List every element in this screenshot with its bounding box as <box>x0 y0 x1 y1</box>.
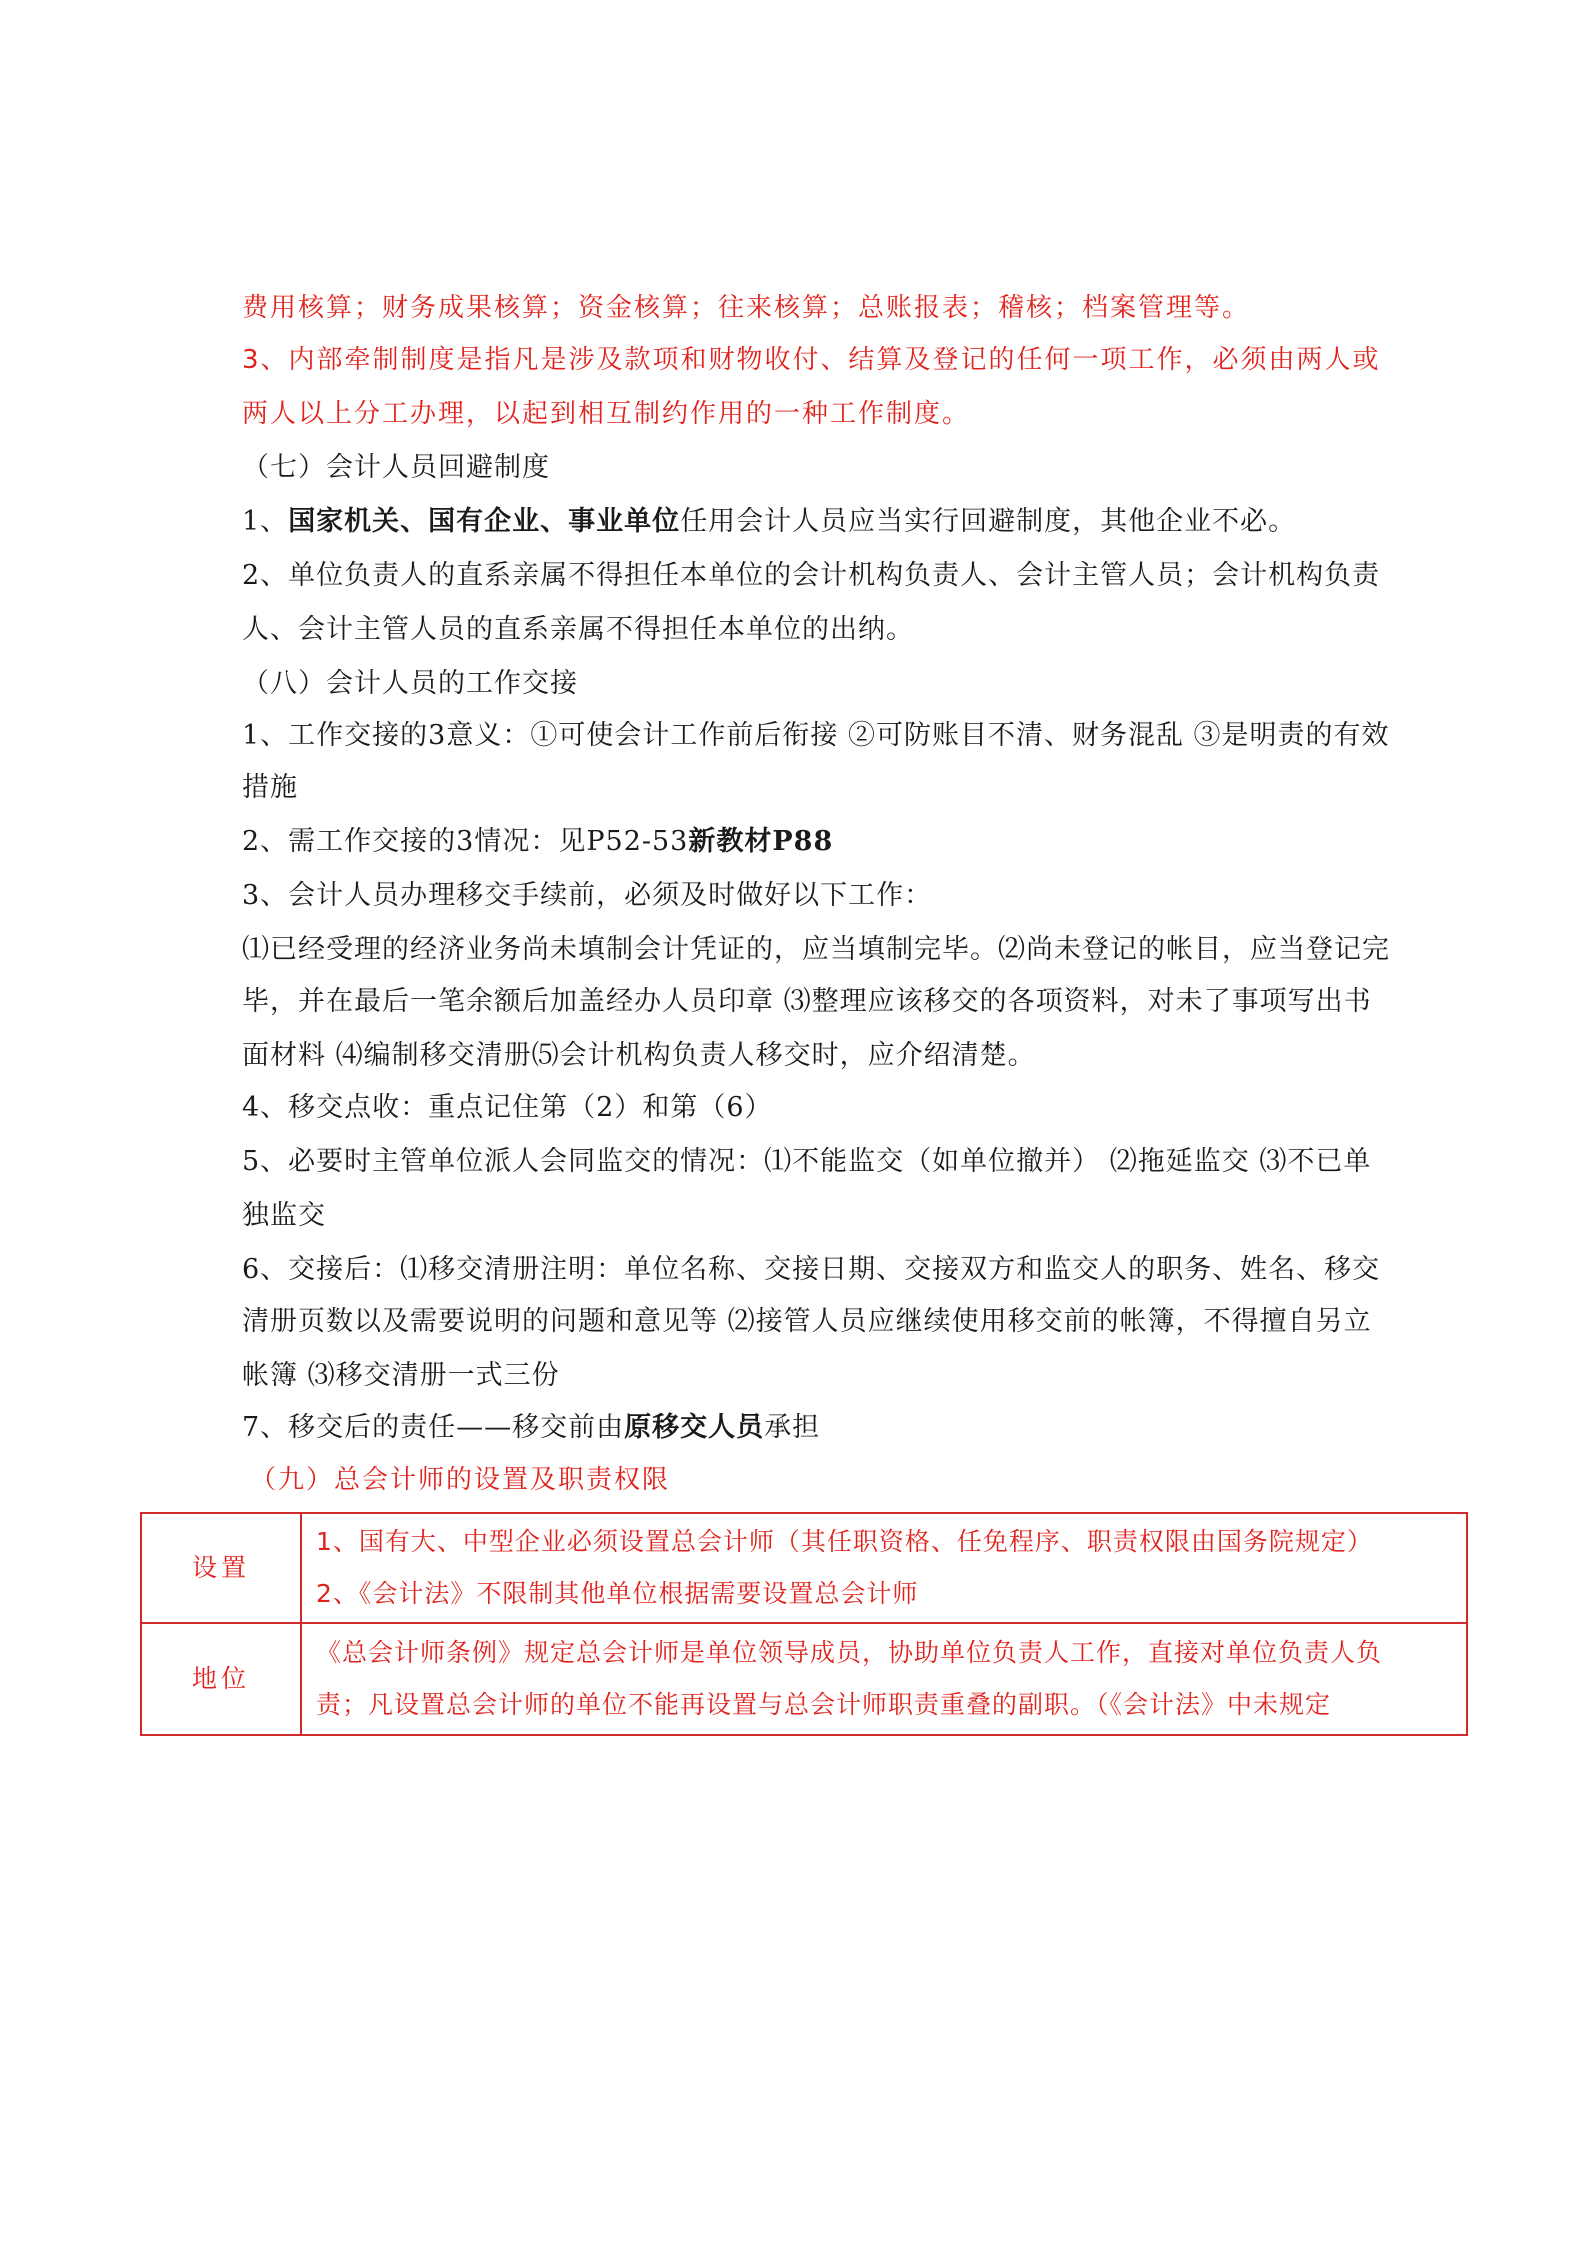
section-9-heading: （九）总会计师的设置及职责权限 <box>250 1465 671 1495</box>
section-8-item-4: 4、移交点收：重点记住第（2）和第（6） <box>242 1092 773 1123</box>
section-8-item-3-detail-line-1: ⑴已经受理的经济业务尚未填制会计凭证的，应当填制完毕。⑵尚未登记的帐目，应当登记完 <box>242 934 1390 965</box>
row-label-setup: 设置 <box>141 1513 301 1623</box>
row-content-status <box>301 1623 1467 1735</box>
section-7-item-1 <box>242 504 1296 540</box>
cell-line: 责；凡设置总会计师的单位不能再设置与总会计师职责重叠的副职。（《会计法》中未规定 <box>316 1690 1332 1719</box>
section-8-item-1-line-2: 措施 <box>242 772 298 803</box>
section-8-item-6-line-3: 帐簿 ⑶移交清册一式三份 <box>242 1360 560 1391</box>
section-8-item-2 <box>242 824 833 860</box>
red-intro-line-2: 3、内部牵制制度是指凡是涉及款项和财物收付、结算及登记的任何一项工作，必须由两人或 <box>242 345 1381 375</box>
section-8-item-5-line-2: 独监交 <box>242 1200 326 1231</box>
cell-line: 2、《会计法》不限制其他单位根据需要设置总会计师 <box>316 1579 919 1608</box>
cell-line: 1、国有大、中型企业必须设置总会计师（其任职资格、任免程序、职责权限由国务院规定） <box>316 1527 1373 1556</box>
section-7-item-2-line-1: 2、单位负责人的直系亲属不得担任本单位的会计机构负责人、会计主管人员；会计机构负责 <box>242 560 1381 591</box>
table-row <box>141 1513 1467 1623</box>
item-text-rest: 承担 <box>764 1412 821 1443</box>
item-text: 任用会计人员应当实行回避制度，其他企业不必。 <box>680 506 1297 537</box>
section-8-item-3-detail-line-3: 面材料 ⑷编制移交清册⑸会计机构负责人移交时，应介绍清楚。 <box>242 1040 1036 1071</box>
item-text: 2、需工作交接的3情况：见P52-53 <box>242 826 689 857</box>
row-label-status: 地位 <box>141 1623 301 1735</box>
item-number: 1、 <box>242 506 289 537</box>
section-8-item-1-line-1: 1、工作交接的3意义：①可使会计工作前后衔接 ②可防账目不清、财务混乱 ③是明责的有效 <box>242 720 1390 751</box>
section-8-heading: （八）会计人员的工作交接 <box>242 668 578 699</box>
red-intro-line-1: 费用核算；财务成果核算；资金核算；往来核算；总账报表；稽核；档案管理等。 <box>242 293 1251 323</box>
section-8-item-7 <box>242 1410 820 1446</box>
bold-phrase: 原移交人员 <box>624 1412 765 1443</box>
section-8-item-3-detail-line-2: 毕，并在最后一笔余额后加盖经办人员印章 ⑶整理应该移交的各项资料，对未了事项写出书 <box>242 986 1372 1017</box>
cell-line: 《总会计师条例》规定总会计师是单位领导成员，协助单位负责人工作，直接对单位负责人负 <box>316 1638 1383 1667</box>
row-content-setup <box>301 1513 1467 1623</box>
section-7-item-2-line-2: 人、会计主管人员的直系亲属不得担任本单位的出纳。 <box>242 614 914 645</box>
red-intro-line-3: 两人以上分工办理，以起到相互制约作用的一种工作制度。 <box>242 399 971 429</box>
bold-phrase: 新教材P88 <box>688 826 834 857</box>
section-8-item-6-line-2: 清册页数以及需要说明的问题和意见等 ⑵接管人员应继续使用移交前的帐簿，不得擅自另立 <box>242 1306 1372 1337</box>
cfo-info-table <box>140 1512 1468 1736</box>
table-row <box>141 1623 1467 1735</box>
item-text: 7、移交后的责任——移交前由 <box>242 1412 625 1443</box>
section-7-heading: （七）会计人员回避制度 <box>242 452 550 483</box>
section-8-item-5-line-1: 5、必要时主管单位派人会同监交的情况：⑴不能监交（如单位撤并） ⑵拖延监交 ⑶不已单 <box>242 1146 1372 1177</box>
bold-phrase: 国家机关、国有企业、事业单位 <box>288 506 681 537</box>
section-8-item-6-line-1: 6、交接后：⑴移交清册注明：单位名称、交接日期、交接双方和监交人的职务、姓名、移交 <box>242 1254 1381 1285</box>
section-8-item-3: 3、会计人员办理移交手续前，必须及时做好以下工作： <box>242 880 933 911</box>
